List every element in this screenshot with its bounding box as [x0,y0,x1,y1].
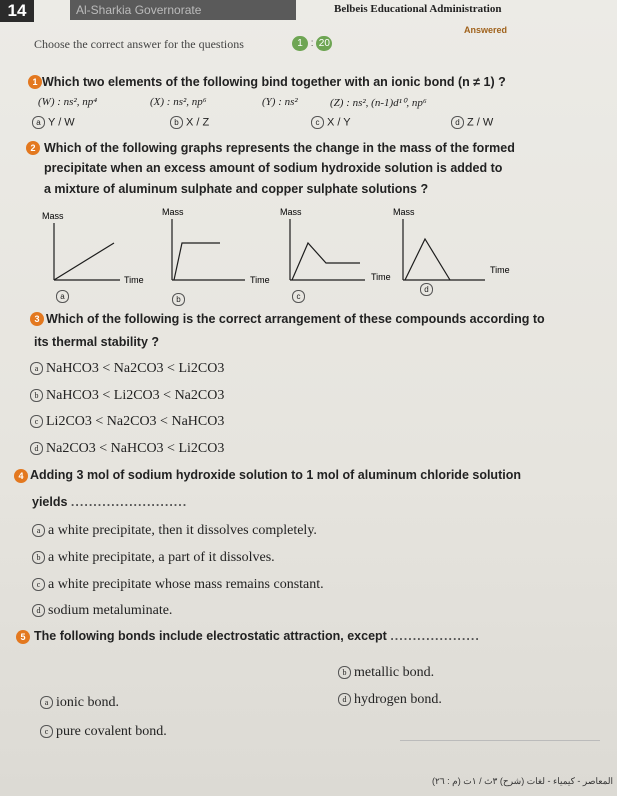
q4-yields-label: yields [32,495,68,509]
q5-option-d[interactable] [338,692,442,708]
q5-number: 5 [16,630,30,644]
graph-b-option[interactable] [172,293,188,306]
q1-option-d[interactable] [451,116,493,129]
option-circle: d [420,283,433,296]
graph-d-curve [405,239,450,280]
option-circle: b [30,389,43,402]
q4-option-c[interactable] [32,577,324,593]
q2-graphs [40,205,580,305]
q3-option-b[interactable] [30,388,224,404]
q2-line-2: precipitate when an excess amount of sodium hydroxide solution is added to [44,161,503,175]
q3-option-d-text: Na2CO3 < NaHCO3 < Li2CO3 [46,441,225,456]
q4-option-a[interactable] [32,523,317,539]
q5-option-d-text: hydrogen bond. [354,692,442,707]
q2-line-3: a mixture of aluminum sulphate and copper sulphate solutions ? [44,182,429,196]
option-circle: d [451,116,464,129]
q1-text: Which two elements of the following bind together with an ionic bond (n ≠ 1) ? [42,75,506,89]
option-circle: a [40,696,53,709]
q5-blank: .................... [390,629,480,643]
graph-a[interactable] [42,211,144,285]
option-circle: a [32,524,45,537]
q4-option-b-text: a white precipitate, a part of it dissolves. [48,550,275,565]
option-circle: c [40,725,53,738]
range-to: 20 [316,36,332,51]
option-circle: c [32,578,45,591]
option-circle: c [292,290,305,303]
footer-text: المعاصر - كيمياء - لغات (شرح) ٣ث / ١ت (م : ٢٦) [432,776,614,786]
graph-d-time-label: Time [490,265,510,275]
option-circle: b [32,551,45,564]
graph-c[interactable] [280,207,391,282]
q4-line-1: Adding 3 mol of sodium hydroxide solution to 1 mol of aluminum chloride solution [30,468,521,482]
q1-option-b[interactable] [170,116,209,129]
option-circle: c [30,415,43,428]
option-circle: b [338,666,351,679]
q5-option-c-text: pure covalent bond. [56,724,167,739]
q2-line-1: Which of the following graphs represents the change in the mass of the formed [44,141,515,155]
divider-line [400,740,600,741]
q4-option-c-text: a white precipitate whose mass remains constant. [48,577,324,592]
q1-option-b-text: X / Z [186,116,210,129]
q3-option-a-text: NaHCO3 < Na2CO3 < Li2CO3 [46,361,225,376]
q1-option-c[interactable] [311,116,351,129]
q5-option-a[interactable] [40,695,119,711]
q1-option-a-text: Y / W [48,116,75,129]
q1-config-y: (Y) : ns² [262,96,298,108]
option-circle: d [338,693,351,706]
option-circle: a [30,362,43,375]
q3-option-d[interactable] [30,441,224,457]
graph-b-time-label: Time [250,275,270,285]
graph-b-mass-label: Mass [162,207,184,217]
graph-a-mass-label: Mass [42,211,64,221]
q1-option-c-text: X / Y [327,116,351,129]
graph-c-curve [292,243,360,280]
graph-d-mass-label: Mass [393,207,415,217]
q1-config-w: (W) : ns², np⁴ [38,96,98,108]
graph-d[interactable] [393,207,510,280]
q3-option-b-text: NaHCO3 < Li2CO3 < Na2CO3 [46,388,225,403]
q3-option-c[interactable] [30,414,224,430]
q4-blank: .......................... [70,495,188,509]
answered-badge: Answered [464,25,508,35]
option-circle: d [32,604,45,617]
instruction-label: Choose the correct answer for the questions [34,37,244,51]
graph-b-curve [174,243,220,280]
option-circle: b [170,116,183,129]
option-circle: a [56,290,69,303]
q2-number: 2 [26,141,40,155]
q3-number: 3 [30,312,44,326]
governorate-title: Al-Sharkia Governorate [70,0,296,20]
q4-option-d-text: sodium metaluminate. [48,603,173,618]
graph-a-curve [54,243,114,280]
q4-line-2 [32,495,187,509]
q5-option-c[interactable] [40,724,167,740]
q5-option-a-text: ionic bond. [56,695,119,710]
q5-line [34,629,480,643]
range-from: 1 [292,36,308,51]
option-circle: d [30,442,43,455]
graph-c-option[interactable] [292,290,308,303]
question-range: 1 : 20 [292,36,332,51]
instruction-text [34,37,244,52]
q4-option-a-text: a white precipitate, then it dissolves completely. [48,523,317,538]
q3-option-c-text: Li2CO3 < Na2CO3 < NaHCO3 [46,414,225,429]
graph-b[interactable] [162,207,270,285]
q4-option-d[interactable] [32,603,172,619]
option-circle: c [311,116,324,129]
option-circle: b [172,293,185,306]
q3-option-a[interactable] [30,361,224,377]
graph-c-mass-label: Mass [280,207,302,217]
graph-a-option[interactable] [56,290,72,303]
graph-a-time-label: Time [124,275,144,285]
q1-option-a[interactable] [32,116,75,129]
q5-option-b[interactable] [338,665,434,681]
q3-line-2: its thermal stability ? [34,335,160,349]
q5-option-b-text: metallic bond. [354,665,435,680]
q5-text: The following bonds include electrostatic attraction, except [34,629,387,643]
graph-c-time-label: Time [371,272,391,282]
q1-config-x: (X) : ns², np⁶ [150,96,207,108]
q4-option-b[interactable] [32,550,275,566]
q1-config-z: (Z) : ns², (n-1)d¹⁰, np⁶ [330,97,427,109]
q1-number: 1 [28,75,42,89]
q1-option-d-text: Z / W [467,116,494,129]
q3-line-1: Which of the following is the correct arrangement of these compounds according to [46,312,545,326]
page-number: 14 [0,0,34,22]
option-circle: a [32,116,45,129]
graph-d-option[interactable] [420,283,436,296]
school-name: Belbeis Educational Administration [334,3,502,15]
q4-number: 4 [14,469,28,483]
